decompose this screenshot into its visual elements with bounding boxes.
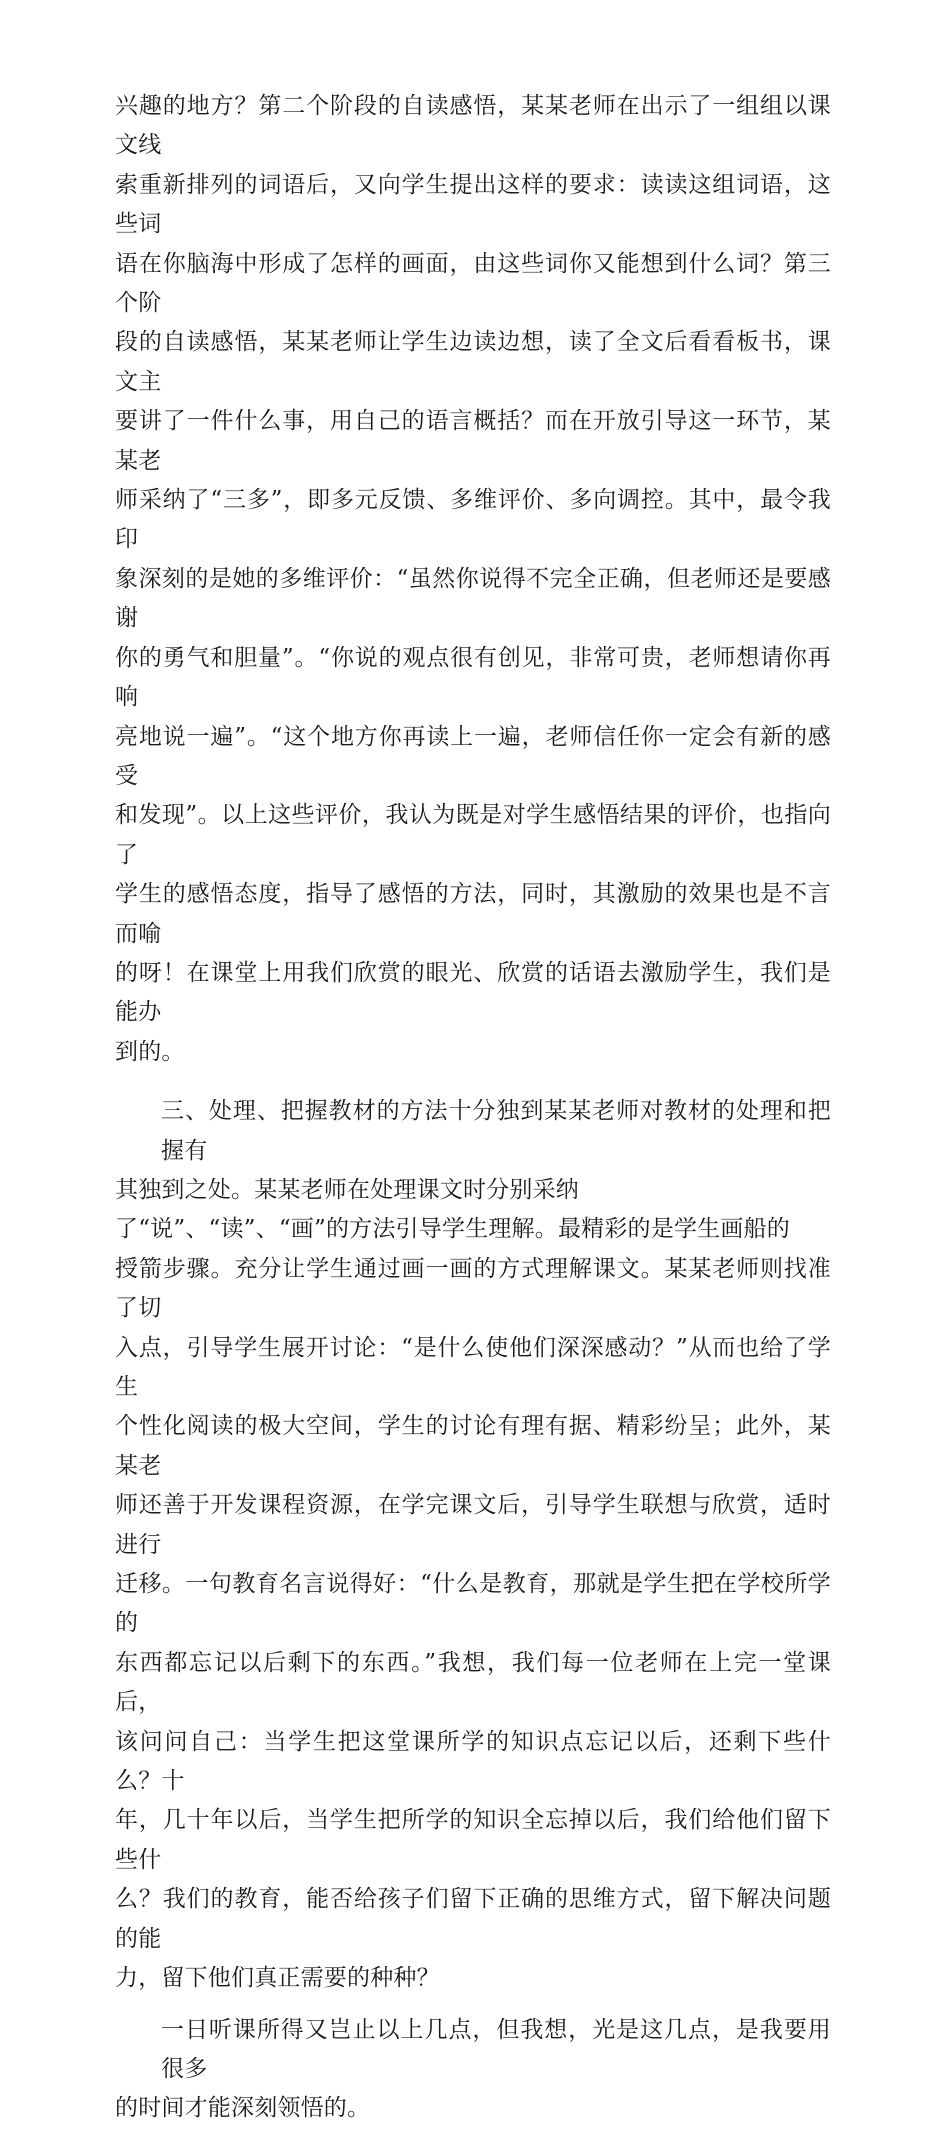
text-line: 入点，引导学生展开讨论：“是什么使他们深深感动？”从而也给了学生 [115,1334,831,1400]
text-line: 迁移。一句教育名言说得好：“什么是教育，那就是学生把在学校所学的 [115,1571,831,1637]
text-line: 个性化阅读的极大空间，学生的讨论有理有据、精彩纷呈；此外，某某老 [115,1413,831,1479]
paragraph-2 [115,1092,831,1998]
text-line: 兴趣的地方？第二个阶段的自读感悟，某某老师在出示了一组组以课文线 [115,93,831,159]
text-line: 师还善于开发课程资源，在学完课文后，引导学生联想与欣赏，适时进行 [115,1492,831,1558]
text-line: 的时间才能深刻领悟的。 [115,2095,371,2122]
text-line: 授箭步骤。充分让学生通过画一画的方式理解课文。某某老师则找准了切 [115,1255,831,1322]
text-line: 东西都忘记以后剩下的东西。”我想，我们每一位老师在上完一堂课后， [115,1649,831,1716]
text-line: 你的勇气和胆量”。“你说的观点很有创见，非常可贵，老师想请你再响 [115,644,831,711]
text-line: 的呀！在课堂上用我们欣赏的眼光、欣赏的话语去激励学生，我们是能办 [115,959,831,1026]
text-line: 一日听课所得又岂止以上几点，但我想，光是这几点，是我要用很多 [161,2016,831,2082]
text-line: 学生的感悟态度，指导了感悟的方法，同时，其激励的效果也是不言而喻 [115,881,831,947]
text-line: 象深刻的是她的多维评价：“虽然你说得不完全正确，但老师还是要感谢 [115,565,831,632]
text-line: 和发现”。以上这些评价，我认为既是对学生感悟结果的评价，也指向了 [115,802,831,868]
text-line: 其独到之处。某某老师在处理课文时分别采纳 [115,1176,579,1203]
document-body [115,87,831,2129]
text-line: 段的自读感悟，某某老师让学生边读边想，读了全文后看看板书，课文主 [115,329,831,395]
text-line: 师采纳了“三多”，即多元反馈、多维评价、多向调控。其中，最令我印 [115,487,831,553]
text-line: 索重新排列的词语后，又向学生提出这样的要求：读读这组词语，这些词 [115,171,831,238]
text-line: 到的。 [115,1038,185,1065]
text-line: 年，几十年以后，当学生把所学的知识全忘掉以后，我们给他们留下些什 [115,1807,831,1873]
paragraph-3 [115,2011,831,2129]
paragraph-1 [115,87,831,1072]
text-line: 要讲了一件什么事，用自己的语言概括？而在开放引导这一环节，某某老 [115,408,831,474]
text-line: 力，留下他们真正需要的种种？ [115,1965,440,1992]
text-line: 该问问自己：当学生把这堂课所学的知识点忘记以后，还剩下些什么？十 [115,1728,831,1795]
text-line: 么？我们的教育，能否给孩子们留下正确的思维方式，留下解决问题的能 [115,1886,831,1952]
text-line: 语在你脑海中形成了怎样的画面，由这些词你又能想到什么词？第三个阶 [115,250,831,317]
text-line: 了“说”、“读”、“画”的方法引导学生理解。最精彩的是学生画船的 [115,1216,790,1243]
text-line: 三、处理、把握教材的方法十分独到某某老师对教材的处理和把握有 [161,1098,831,1164]
text-line: 亮地说一遍”。“这个地方你再读上一遍，老师信任你一定会有新的感受 [115,723,831,789]
